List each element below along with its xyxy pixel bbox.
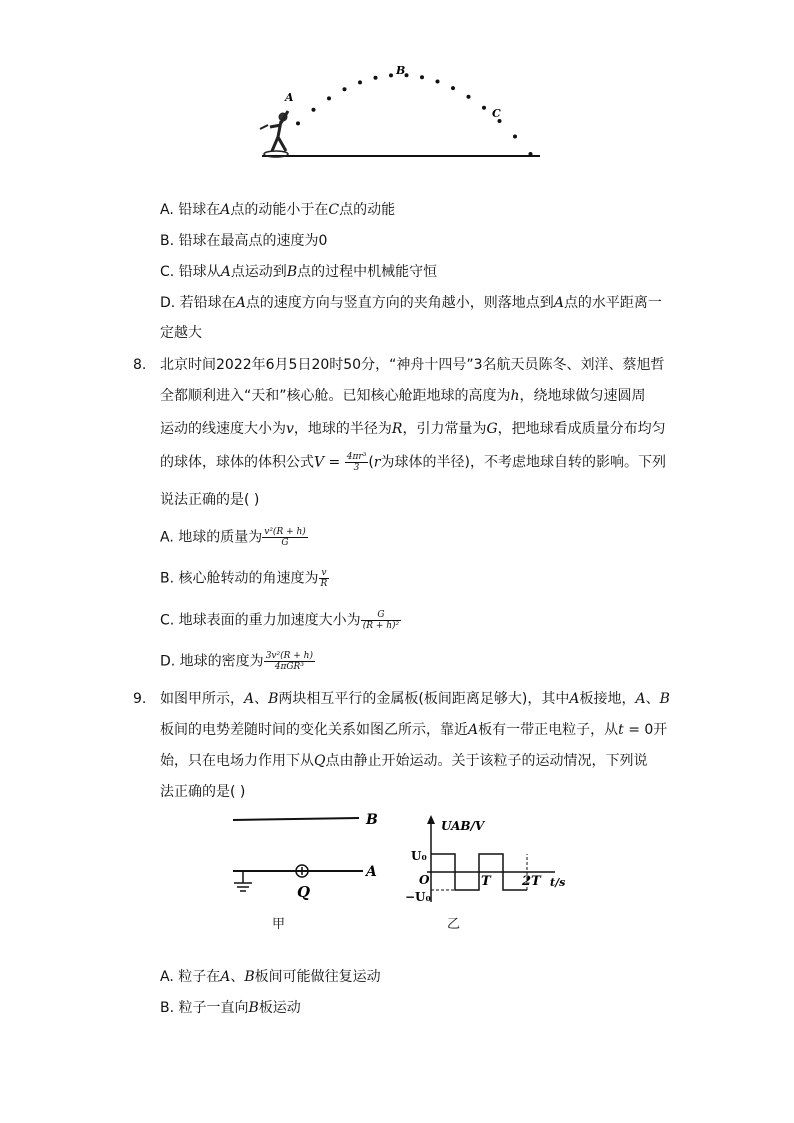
q7-option-a[interactable]: A. 铅球在A点的动能小于在C点的动能 [160,202,396,218]
q7-option-c[interactable]: C. 铅球从A点运动到B点的过程中机械能守恒 [160,264,438,280]
q8-option-c[interactable]: C. 地球表面的重力加速度大小为 $\frac{G}{\text{(R + h)²}}$ [160,610,400,631]
point-a-label: A [285,91,294,104]
plate-b [233,818,359,820]
point-c-label: C [492,107,501,120]
athlete-figure [260,111,288,157]
q8-stem-line2: 全都顺利进入“天和”核心舱。已知核心舱距地球的高度为h，绕地球做匀速圆周 [160,388,646,404]
trajectory-dot [436,80,440,84]
figure-yi-caption: 乙 [447,917,461,932]
q9-stem-line2: 板间的电势差随时间的变化关系如图乙所示，靠近A板有一带正电粒子，从t = 0开 [160,722,668,738]
x-axis-label: t/s [550,876,566,889]
q7-option-d-cont: 定越大 [160,325,202,341]
trajectory-dot [327,96,331,100]
t-label: T [481,874,491,889]
q9-stem-line4: 法正确的是( ) [160,784,246,800]
q8-stem-line4: 的球体，球体的体积公式V = $\frac{\text{4πr³}}{3}$ (r为球体的半径)，不考虑地球自转的影响。下列 [160,452,666,473]
q8-stem-line1: 北京时间2022年6月5日20时50分，“神舟十四号”3名航天员陈冬、刘洋、蔡旭哲 [160,357,665,373]
q8-option-a[interactable]: A. 地球的质量为 $\frac{\text{v²(R + h)}}{G}$ [160,527,306,548]
trajectory-dot [451,86,455,90]
figure-yi-voltage-graph [405,810,575,910]
density-formula: $\frac{\text{3v²(R + h)}}{\text{4πGR³}}$ [265,651,313,672]
trajectory-dot [467,95,471,99]
trajectory-dot [420,75,424,79]
plate-b-label: B [366,812,378,828]
q7-option-b[interactable]: B. 铅球在最高点的速度为0 [160,233,328,249]
q9-stem-line1: 如图甲所示，A、B两块相互平行的金属板(板间距离足够大)，其中A板接地，A、B [160,691,670,707]
q7-option-d[interactable]: D. 若铅球在A点的速度方向与竖直方向的夹角越小，则落地点到A点的水平距离一 [160,295,662,311]
trajectory-dot [374,76,378,80]
ground-symbol-icon [234,871,252,891]
trajectory-dot [343,87,347,91]
y-axis-label: UAB/V [441,819,485,833]
origin-label: O [419,873,430,887]
trajectory-dot [529,152,533,156]
shot-put-figure [250,55,550,165]
point-q-label: Q [297,883,311,901]
gravity-formula: $\frac{G}{\text{(R + h)²}}$ [362,610,400,631]
angular-velocity-formula: $\frac{v}{R}$ [320,568,328,589]
q8-number: 8. [133,357,147,373]
plate-a-label: A [366,864,377,880]
trajectory-dot [482,106,486,110]
t2-label: 2T [522,874,541,889]
neg-u0-label: −U₀ [405,890,431,904]
u0-label: U₀ [411,849,427,863]
q8-option-b[interactable]: B. 核心舱转动的角速度为 $\frac{v}{R}$ [160,568,328,589]
q8-stem-line5: 说法正确的是( ) [160,492,260,508]
point-b-label: B [396,64,406,77]
trajectory-dot [312,108,316,112]
q9-number: 9. [133,691,147,707]
volume-formula: $\frac{\text{4πr³}}{3}$ [346,452,367,473]
trajectory-dot [358,80,362,84]
q9-option-a[interactable]: A. 粒子在A、B板间可能做往复运动 [160,969,381,985]
q8-option-d[interactable]: D. 地球的密度为 $\frac{\text{3v²(R + h)}}{\text{4πGR³}}$ [160,651,313,672]
q9-option-b[interactable]: B. 粒子一直向B板运动 [160,1000,301,1016]
q8-stem-line3: 运动的线速度大小为v，地球的半径为R，引力常量为G，把地球看成质量分布均匀 [160,421,666,437]
figure-jia-caption: 甲 [272,917,286,932]
trajectory-dot [389,73,393,77]
q9-stem-line3: 始，只在电场力作用下从Q点由静止开始运动。关于该粒子的运动情况，下列说 [160,753,648,769]
trajectory-dot [296,121,300,125]
earth-mass-formula: $\frac{\text{v²(R + h)}}{G}$ [264,527,306,548]
y-axis-arrow [427,815,435,824]
trajectory-dot [513,135,517,139]
figure-jia-plates [225,805,390,905]
